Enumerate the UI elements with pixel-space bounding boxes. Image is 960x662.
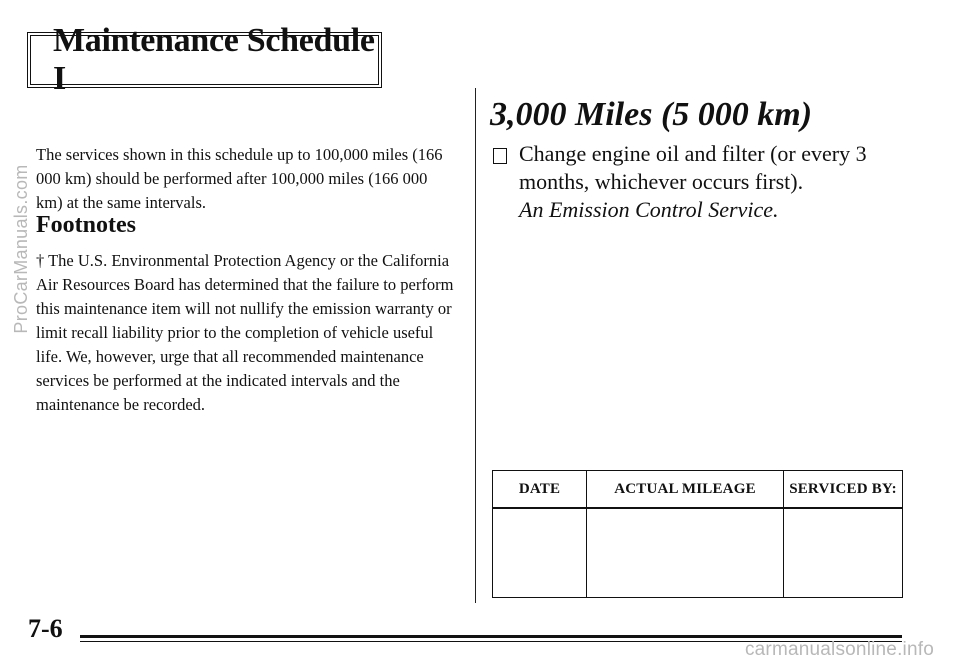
column-divider (475, 88, 476, 603)
section-title: 3,000 Miles (5 000 km) (490, 96, 813, 133)
table-cell-date[interactable] (493, 509, 587, 597)
task-note: An Emission Control Service. (519, 197, 779, 222)
maintenance-task (493, 140, 933, 224)
intro-paragraph: The services shown in this schedule up to 100,000 miles (166 000 km) should be performed after 100,000 miles (166 000 km) at the same intervals. (36, 145, 443, 212)
task-text: Change engine oil and filter (or every 3 months, whichever occurs first). (519, 141, 867, 194)
table-header-date: DATE (493, 471, 587, 509)
page-title: Maintenance Schedule I (27, 32, 382, 88)
table-header-actual-mileage: ACTUAL MILEAGE (587, 471, 784, 509)
footnotes-heading: Footnotes (36, 212, 136, 238)
side-watermark: ProCarManuals.com (11, 164, 31, 334)
bottom-watermark: carmanualsonline.info (744, 639, 934, 660)
table-cell-actual-mileage[interactable] (587, 509, 784, 597)
footer-rule (80, 635, 902, 638)
page-number: 7-6 (28, 614, 63, 643)
table-header-serviced-by: SERVICED BY: (784, 471, 902, 509)
task-checkbox[interactable] (493, 148, 507, 164)
service-record-table (492, 470, 903, 598)
task-description (519, 140, 929, 224)
footnote-text: † The U.S. Environmental Protection Agency or the California Air Resources Board has determined that the failure to perform this maintenance item will not nullify the emission warranty or limit recall liability prior to the completion of vehicle useful life. We, however, urge that all recommended maintenance services be performed at the indicated intervals and the maintenance be recorded. (36, 251, 454, 414)
table-cell-serviced-by[interactable] (784, 509, 902, 597)
